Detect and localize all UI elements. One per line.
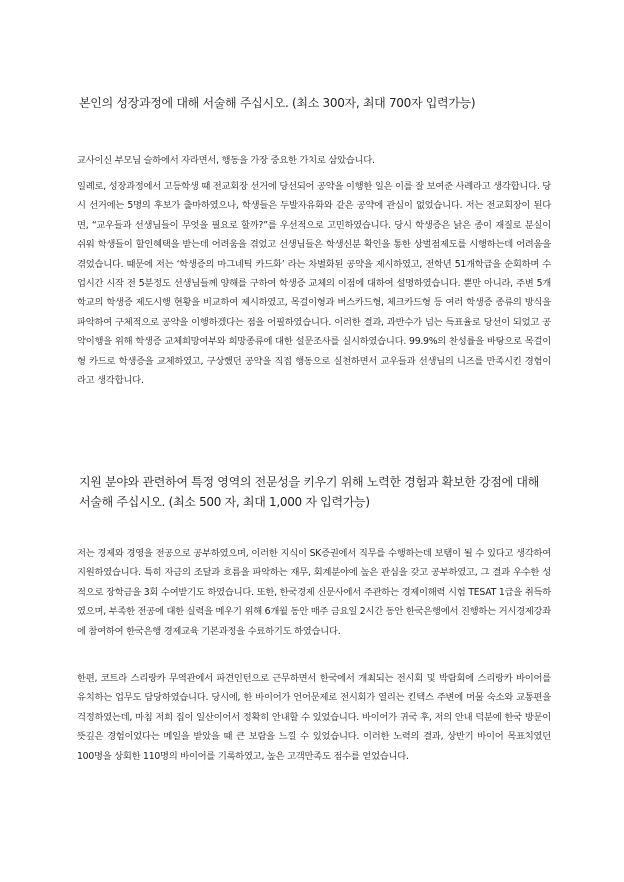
answer-2-paragraph-2-text: 한편, 코트라 스리랑카 무역관에서 파견인턴으로 근무하면서 한국에서 개최되는 전시회 및 박람회에 스리랑카 바이어를 유치하는 업무도 담당하였습니다. 당시에, 한 바이어가 언어문제로 전시회가 열리는 킨텍스 주변에 머물 숙소와 교통편을 걱정하였는데, 마침 저희 집이 일산이어서 정확히 안내할 수 있었습니다. 바이어가 귀국 후, 저의 안내 덕분에 한국 방문이 뜻깊은 경험이었다는 메일을 받았을 때 큰 보람을 느낄 수 있었습니다. 이러한 노력의 결과, 상반기 바이어 목표치였던 100명을 상회한 110명의 바이어를 기록하였고, 높은 고객만족도 점수를 얻었습니다.: [77, 673, 551, 762]
answer-2-paragraph-2: [77, 669, 551, 766]
question-2-heading: 지원 분야와 관련하여 특정 영역의 전문성을 키우기 위해 노력한 경험과 확보한 강점에 대해 서술해 주십시오. (최소 500 자, 최대 1,000 자 입력가능): [79, 475, 539, 509]
question-1-heading: 본인의 성장과정에 대해 서술해 주십시오. (최소 300자, 최대 700자 입력가능): [79, 96, 476, 110]
answer-1-intro-text: 교사이신 부모님 슬하에서 자라면서, 행동을 가장 중요한 가치로 삼았습니다.: [77, 155, 375, 166]
answer-1-body: [77, 177, 551, 390]
answer-2-paragraph-1: [77, 544, 551, 641]
answer-1-intro: [77, 151, 551, 170]
answer-2-paragraph-1-text: 저는 경제와 경영을 전공으로 공부하였으며, 이러한 지식이 SK증권에서 직무를 수행하는데 보탬이 될 수 있다고 생각하여 지원하였습니다. 특히 자금의 조달과 흐름을 파악하는 재무, 회계분야에 높은 관심을 갖고 공부하였고, 그 결과 우수한 성적으로 장학금을 3회 수여받기도 하였습니다. 또한, 한국경제 신문사에서 주관하는 경제이해력 시험 TESAT 1급을 취득하였으며, 부족한 전공에 대한 실력을 메우기 위해 6개월 동안 매주 금요일 2시간 동안 한국은행에서 진행하는 거시경제강좌에 참여하여 한국은행 경제교육 기본과정을 수료하기도 하였습니다.: [77, 548, 551, 637]
answer-1-body-text: 일례로, 성장과정에서 고등학생 때 전교회장 선거에 당선되어 공약을 이행한 일은 이를 잘 보여준 사례라고 생각합니다. 당시 선거에는 5명의 후보가 출마하였으나, 학생들은 두발자유화와 같은 공약에 관심이 없었습니다. 저는 전교회장이 된다면, “교우들과 선생님들이 무엇을 필요로 할까?”를 우선적으로 고민하였습니다. 당시 학생증은 낡은 종이 재질로 분실이 쉬워 학생들이 할인혜택을 받는데 어려움을 겪었고 선생님들은 학생신분 확인을 통한 상벌점제도를 시행하는데 어려움을 겪었습니다. 때문에 저는 ‘학생증의 마그네틱 카드화’ 라는 차별화된 공약을 제시하였고, 전학년 51개학급을 순회하며 수업시간 시작 전 5분정도 선생님들께 양해를 구하여 학생증 교체의 이점에 대하여 설명하였습니다. 뿐만 아니라, 주변 5개 학교의 학생증 제도시행 현황을 비교하여 제시하였고, 목걸이형과 버스카드형, 체크카드형 등 여러 학생증 종류의 방식을 파악하여 구체적으로 공약을 이행하겠다는 점을 어필하였습니다. 이러한 결과, 과반수가 넘는 득표율로 당선이 되었고 공약이행을 위해 학생증 교체희망여부와 희망종류에 대한 설문조사를 실시하였습니다. 99.9%의 찬성률을 바탕으로 목걸이형 카드로 학생증을 교체하였고, 구상했던 공약을 직접 행동으로 실천하면서 교우들과 선생님의 니즈를 만족시킨 경험이라고 생각합니다.: [77, 181, 551, 387]
